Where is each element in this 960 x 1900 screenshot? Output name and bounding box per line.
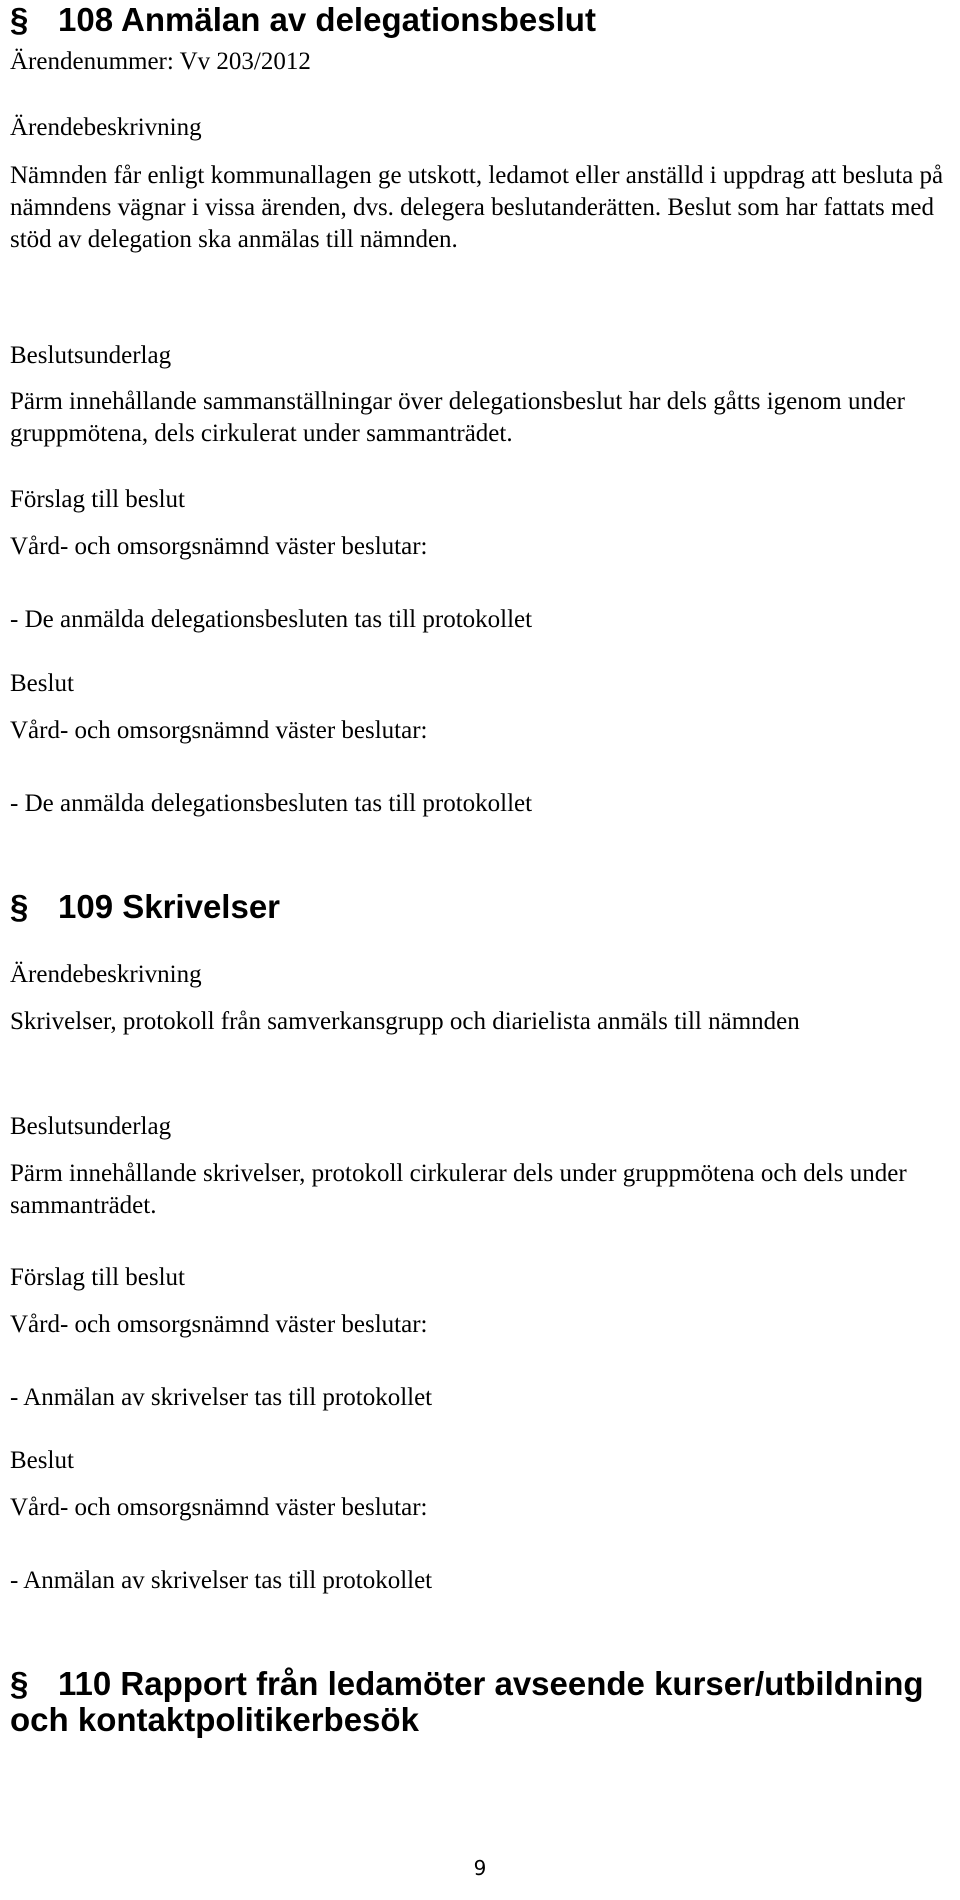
section-symbol: § bbox=[10, 1665, 29, 1702]
basis-text: Pärm innehållande sammanställningar över delegationsbeslut har dels gåtts igenom under gruppmötena, dels cirkulerat under sammanträdet. bbox=[10, 388, 905, 447]
proposal-heading: Förslag till beslut bbox=[10, 1264, 185, 1291]
description-text: Nämnden får enligt kommunallagen ge utskott, ledamot eller anställd i uppdrag att besluta på nämndens vägnar i vissa ärenden, dvs. delegera beslutanderätten. Beslut som har fattats med stöd av delegation ska anmälas till nämnden. bbox=[10, 162, 944, 253]
proposal-intro: Vård- och omsorgsnämnd väster beslutar: bbox=[10, 533, 428, 560]
page-number: 9 bbox=[473, 1856, 487, 1880]
decision-heading: Beslut bbox=[10, 1447, 74, 1474]
basis-heading: Beslutsunderlag bbox=[10, 1113, 172, 1140]
section-title: 109 Skrivelser bbox=[58, 888, 281, 925]
section-symbol: § bbox=[10, 1, 29, 38]
section-heading-110 bbox=[10, 1666, 950, 1738]
proposal-heading: Förslag till beslut bbox=[10, 486, 185, 513]
description-text: Skrivelser, protokoll från samverkansgrupp och diarielista anmäls till nämnden bbox=[10, 1008, 800, 1035]
description-heading: Ärendebeskrivning bbox=[10, 114, 202, 141]
basis-text: Pärm innehållande skrivelser, protokoll cirkulerar dels under gruppmötena och dels under sammanträdet. bbox=[10, 1160, 907, 1219]
decision-heading: Beslut bbox=[10, 670, 74, 697]
section-title: 108 Anmälan av delegationsbeslut bbox=[58, 1, 596, 38]
proposal-item: - Anmälan av skrivelser tas till protokollet bbox=[10, 1384, 433, 1411]
section-heading-109 bbox=[10, 889, 280, 925]
description-heading: Ärendebeskrivning bbox=[10, 961, 202, 988]
decision-item: - Anmälan av skrivelser tas till protokollet bbox=[10, 1567, 433, 1594]
section-heading-108 bbox=[10, 2, 596, 38]
decision-intro: Vård- och omsorgsnämnd väster beslutar: bbox=[10, 717, 428, 744]
proposal-item: - De anmälda delegationsbesluten tas till protokollet bbox=[10, 606, 533, 633]
section-symbol: § bbox=[10, 888, 29, 925]
case-number: Ärendenummer: Vv 203/2012 bbox=[10, 48, 311, 75]
decision-intro: Vård- och omsorgsnämnd väster beslutar: bbox=[10, 1494, 428, 1521]
proposal-intro: Vård- och omsorgsnämnd väster beslutar: bbox=[10, 1311, 428, 1338]
decision-item: - De anmälda delegationsbesluten tas till protokollet bbox=[10, 790, 533, 817]
basis-heading: Beslutsunderlag bbox=[10, 342, 172, 369]
section-title: 110 Rapport från ledamöter avseende kurser/utbildning och kontaktpolitikerbesök bbox=[10, 1665, 933, 1738]
